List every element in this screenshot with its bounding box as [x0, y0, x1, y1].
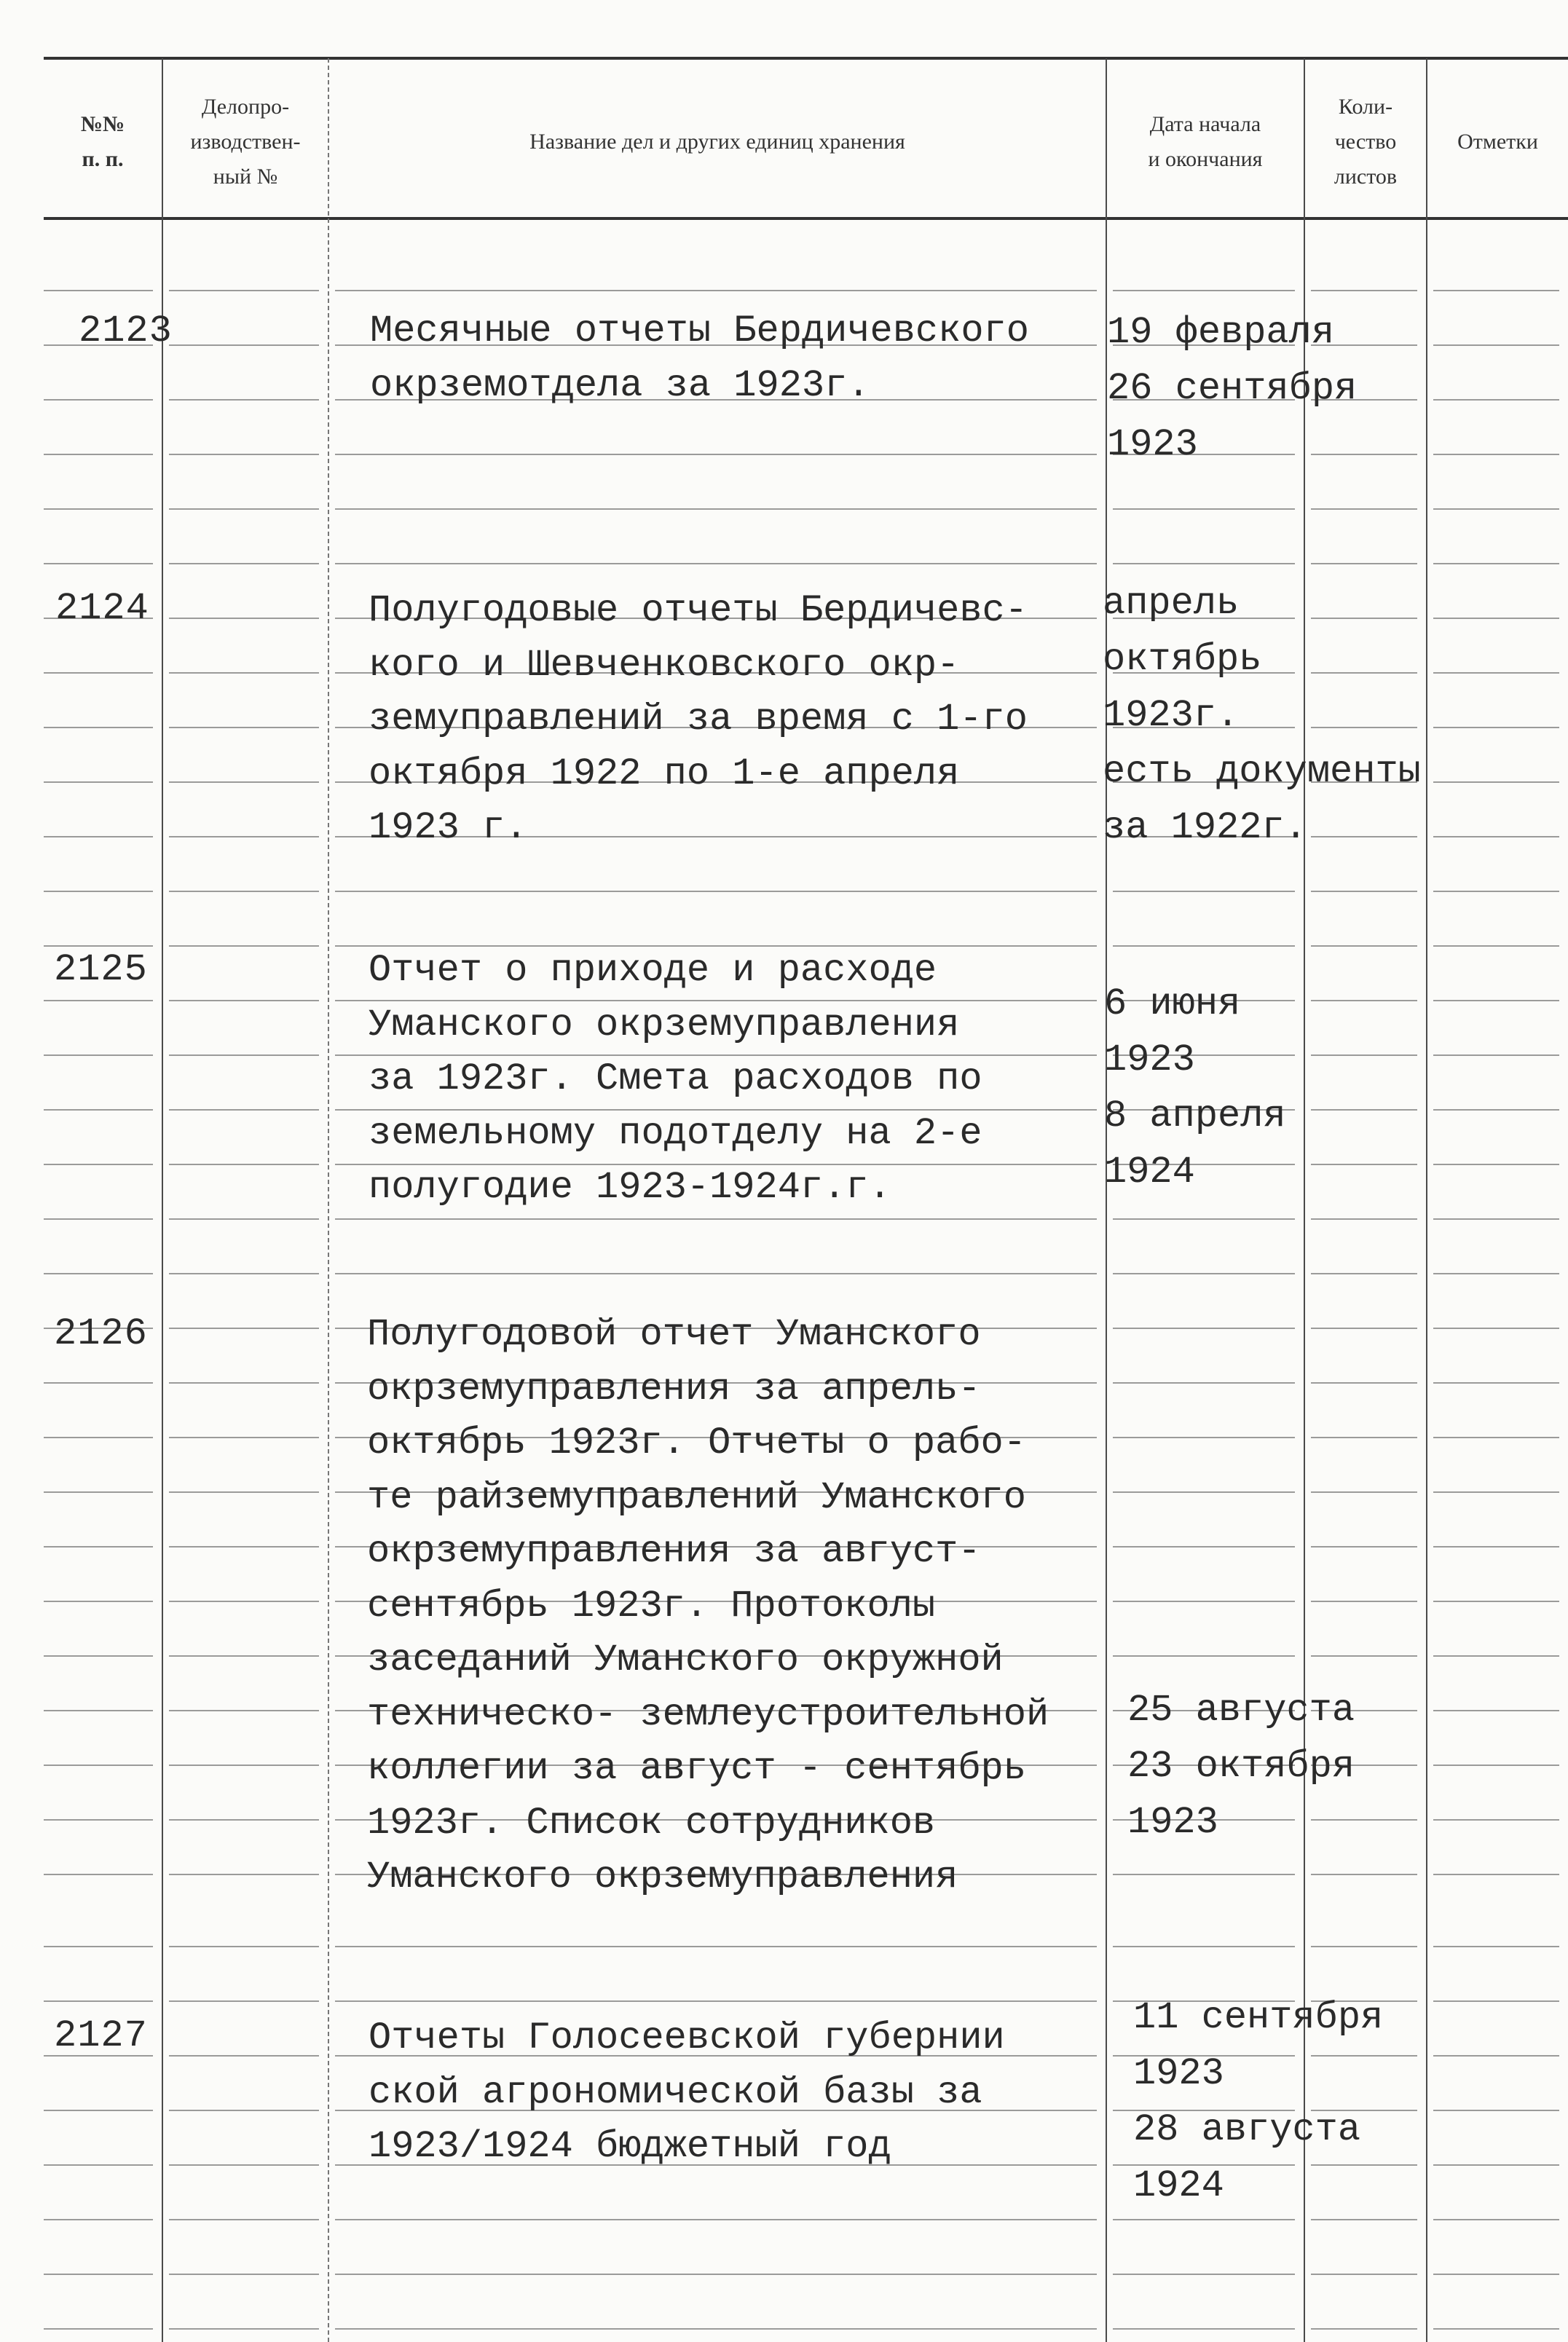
ruling-line [1433, 2000, 1559, 2002]
ruling-line [169, 727, 319, 728]
ruling-line [1433, 1546, 1559, 1547]
entry-title: Полугодовые отчеты Бердичевс- кого и Шевченковского окр- земуправлений за время с 1-го октября 1922 по 1-е апреля 1923 г. [369, 589, 1028, 849]
ruling-line [1113, 945, 1295, 947]
ruling-line [1433, 454, 1559, 455]
ruling-line [1113, 1328, 1295, 1329]
ruling-line [1113, 563, 1295, 564]
ruling-line [169, 2164, 319, 2166]
ruling-line [169, 2110, 319, 2111]
ruling-line [44, 399, 153, 401]
entry-number: 2124 [55, 587, 149, 630]
ruling-line [1311, 1874, 1417, 1875]
ruling-line [1433, 1491, 1559, 1493]
ruling-line [169, 1655, 319, 1657]
ruling-line [1433, 1946, 1559, 1947]
entry-number: 2123 [79, 309, 173, 352]
ruling-line [1113, 1546, 1295, 1547]
ruling-line [44, 1546, 153, 1547]
ruling-line [44, 1054, 153, 1056]
entry-title: Отчеты Голосеевской губернии ской агрономической базы за 1923/1924 бюджетный год [369, 2016, 1005, 2168]
ruling-line [1433, 1874, 1559, 1875]
ruling-line [1433, 1328, 1559, 1329]
ruling-line [1113, 1655, 1295, 1657]
ruling-line [169, 508, 319, 510]
ruling-line [1113, 1491, 1295, 1493]
ruling-line [169, 1054, 319, 1056]
ruling-line [1433, 1765, 1559, 1766]
ruling-line [44, 2274, 153, 2275]
ruling-line [1433, 945, 1559, 947]
ruling-line [169, 1273, 319, 1274]
ruling-line [169, 945, 319, 947]
ruling-line [44, 727, 153, 728]
entry-title: Месячные отчеты Бердичевского окрземотдела за 1923г. [370, 309, 1029, 407]
ruling-line [44, 1273, 153, 1274]
ruling-line [1433, 1109, 1559, 1111]
ruling-line [1113, 2328, 1295, 2330]
ruling-line [1433, 399, 1559, 401]
entry-number: 2125 [54, 948, 148, 991]
ruling-line [1113, 2219, 1295, 2220]
ruling-line [1113, 891, 1295, 892]
ruling-line [1433, 2328, 1559, 2330]
ruling-line [169, 1328, 319, 1329]
ruling-line [1433, 2219, 1559, 2220]
ruling-line [1433, 2110, 1559, 2111]
ruling-line [169, 2328, 319, 2330]
ruling-line [169, 1382, 319, 1384]
ruling-line [1311, 1601, 1417, 1602]
ruling-line [44, 1765, 153, 1766]
ruling-line [335, 2328, 1097, 2330]
entry-dates: 25 августа 23 октября 1923 [1127, 1689, 1355, 1844]
ruling-line [1113, 1874, 1295, 1875]
ruling-line [1433, 1819, 1559, 1821]
entry-dates: 19 февраля 26 сентября 1923 [1107, 311, 1358, 466]
ruling-line [1311, 891, 1417, 892]
ruling-line [1433, 1382, 1559, 1384]
column-divider [1426, 58, 1427, 2342]
entry-title: Отчет о приходе и расходе Уманского окрземуправления за 1923г. Смета расходов по земельному подотделу на 2-е полугодие 1923-1924г.г. [369, 949, 982, 1209]
ruling-line [169, 836, 319, 837]
header-title: Название дел и других единиц хранения [529, 130, 905, 154]
ruling-line [44, 1946, 153, 1947]
ruling-line [1311, 1218, 1417, 1220]
ruling-line [169, 1601, 319, 1602]
ruling-line [44, 1000, 153, 1001]
ruling-line [1113, 290, 1295, 291]
ruling-line [1433, 781, 1559, 783]
ruling-line [1311, 1054, 1417, 1056]
ruling-line [169, 1819, 319, 1821]
ruling-line [1113, 1437, 1295, 1438]
ruling-line [44, 454, 153, 455]
ruling-line [1433, 1000, 1559, 1001]
ruling-line [169, 290, 319, 291]
ruling-line [1311, 563, 1417, 564]
ruling-line [1433, 1601, 1559, 1602]
header-rule [44, 217, 1568, 220]
ruling-line [1433, 1437, 1559, 1438]
ruling-line [1433, 2055, 1559, 2057]
header-sheets: Коли- чество листов [1333, 95, 1398, 189]
ruling-line [44, 2164, 153, 2166]
ruling-line [335, 2219, 1097, 2220]
column-divider [328, 58, 329, 2342]
entry-dates: 6 июня 1923 8 апреля 1924 [1104, 982, 1286, 1194]
ruling-line [1311, 1546, 1417, 1547]
column-divider [162, 58, 163, 2342]
ruling-line [1311, 1328, 1417, 1329]
ruling-line [1311, 1491, 1417, 1493]
ruling-line [1113, 1946, 1295, 1947]
ruling-line [169, 399, 319, 401]
ruling-line [1433, 2274, 1559, 2275]
ruling-line [1311, 1273, 1417, 1274]
ruling-line [1311, 1000, 1417, 1001]
ruling-line [1113, 1273, 1295, 1274]
ruling-line [44, 2000, 153, 2002]
ruling-line [169, 1946, 319, 1947]
ruling-line [1433, 508, 1559, 510]
ruling-line [335, 891, 1097, 892]
entry-number: 2127 [54, 2014, 148, 2057]
ruling-line [1433, 618, 1559, 619]
ruling-line [1311, 290, 1417, 291]
ruling-line [169, 1109, 319, 1111]
ruling-line [44, 1164, 153, 1165]
ruling-line [44, 1819, 153, 1821]
ruling-line [1433, 1710, 1559, 1711]
ruling-line [335, 508, 1097, 510]
ruling-line [335, 2000, 1097, 2002]
ruling-line [44, 1382, 153, 1384]
ruling-line [44, 781, 153, 783]
ruling-line [335, 563, 1097, 564]
ruling-line [1311, 1946, 1417, 1947]
ruling-line [1113, 1382, 1295, 1384]
ruling-line [1311, 945, 1417, 947]
ruling-line [1433, 1273, 1559, 1274]
ruling-line [44, 672, 153, 674]
ruling-line [335, 2274, 1097, 2275]
ruling-line [1311, 1164, 1417, 1165]
ruling-line [44, 2219, 153, 2220]
ruling-line [1113, 1601, 1295, 1602]
ruling-line [169, 2219, 319, 2220]
header-dates: Дата начала и окончания [1148, 112, 1263, 171]
ruling-line [44, 891, 153, 892]
ruling-line [169, 1874, 319, 1875]
ruling-line [44, 508, 153, 510]
header-office-number: Делопро- изводствен- ный № [190, 95, 301, 189]
entry-title: Полугодовой отчет Уманского окрземуправления за апрель- октябрь 1923г. Отчеты о рабо- те райземуправлений Уманского окрземуправления за август- сентябрь 1923г. Протоколы заседаний Уманского окружной техническо- землеустроительной коллегии за август - сентябрь 1923г. Список сотрудников Уманского окрземуправления [367, 1313, 1049, 1899]
ruling-line [169, 781, 319, 783]
entry-number: 2126 [54, 1312, 148, 1355]
ruling-line [169, 672, 319, 674]
ruling-line [335, 1273, 1097, 1274]
ruling-line [1311, 1382, 1417, 1384]
ruling-line [335, 1218, 1097, 1220]
ruling-line [44, 1109, 153, 1111]
ruling-line [169, 1765, 319, 1766]
ruling-line [44, 1874, 153, 1875]
ruling-line [1311, 1109, 1417, 1111]
ruling-line [1433, 1164, 1559, 1165]
ruling-line [44, 945, 153, 947]
ruling-line [1433, 727, 1559, 728]
ruling-line [1113, 508, 1295, 510]
ruling-line [335, 454, 1097, 455]
ruling-line [169, 454, 319, 455]
ruling-line [1311, 1655, 1417, 1657]
ruling-line [1433, 1655, 1559, 1657]
ruling-line [44, 1437, 153, 1438]
ruling-line [169, 2055, 319, 2057]
ruling-line [1311, 1437, 1417, 1438]
ruling-line [44, 563, 153, 564]
ruling-line [169, 891, 319, 892]
ruling-line [1113, 2274, 1295, 2275]
ruling-line [1311, 2219, 1417, 2220]
header-notes: Отметки [1457, 130, 1538, 154]
ruling-line [44, 836, 153, 837]
ruling-line [335, 1946, 1097, 1947]
ruling-line [1311, 2274, 1417, 2275]
ruling-line [44, 2110, 153, 2111]
ruling-line [1433, 1054, 1559, 1056]
ruling-line [1113, 1218, 1295, 1220]
ruling-line [44, 1710, 153, 1711]
ruling-line [1311, 2328, 1417, 2330]
entry-dates: апрель октябрь 1923г. есть документы за 1922г. [1103, 582, 1421, 849]
top-rule [44, 57, 1568, 60]
ruling-line [1433, 891, 1559, 892]
ruling-line [1433, 344, 1559, 346]
ruling-line [169, 1710, 319, 1711]
ruling-line [44, 1655, 153, 1657]
entry-dates: 11 сентября 1923 28 августа 1924 [1133, 1996, 1384, 2207]
ruling-line [169, 2274, 319, 2275]
ruling-line [169, 1218, 319, 1220]
ruling-line [44, 2328, 153, 2330]
ruling-line [169, 618, 319, 619]
ruling-line [44, 1491, 153, 1493]
ruling-line [1433, 672, 1559, 674]
ruling-line [169, 1491, 319, 1493]
ruling-line [169, 1000, 319, 1001]
ruling-line [44, 290, 153, 291]
ruling-line [1433, 1218, 1559, 1220]
ruling-line [169, 1546, 319, 1547]
ruling-line [1433, 2164, 1559, 2166]
ruling-line [169, 1164, 319, 1165]
ruling-line [169, 344, 319, 346]
ruling-line [1433, 290, 1559, 291]
ruling-line [169, 2000, 319, 2002]
ruling-line [44, 1218, 153, 1220]
header-number: №№ п. п. [80, 112, 125, 171]
ruling-line [1433, 836, 1559, 837]
ruling-line [44, 1601, 153, 1602]
ruling-line [169, 1437, 319, 1438]
ruling-line [335, 290, 1097, 291]
ruling-line [169, 563, 319, 564]
ruling-line [1311, 508, 1417, 510]
ruling-line [1433, 563, 1559, 564]
